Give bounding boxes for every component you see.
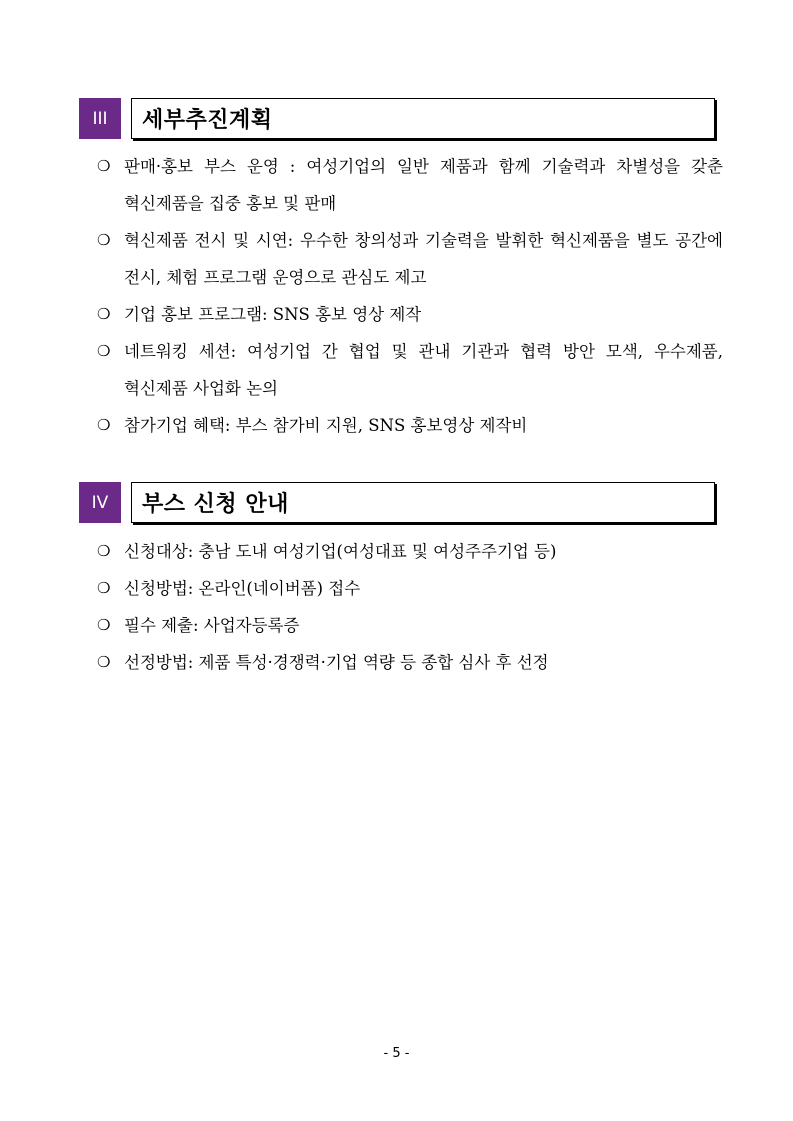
list-item [97,533,723,570]
list-item [97,570,723,607]
list-item-text: 필수 제출: 사업자등록증 [124,616,300,635]
list-item [97,333,723,407]
list-item [97,644,723,681]
bullet-icon: ❍ [97,579,111,597]
bullet-icon: ❍ [97,342,111,360]
bullet-icon: ❍ [97,305,111,323]
list-item [97,148,723,222]
list-item [97,222,723,296]
bullet-icon: ❍ [97,542,111,560]
list-item [97,407,723,444]
section-number-4: IV [79,482,121,523]
list-item-text: 선정방법: 제품 특성·경쟁력·기업 역량 등 종합 심사 후 선정 [124,653,549,672]
list-item-text: 신청방법: 온라인(네이버폼) 접수 [124,579,361,598]
section-title-box-4 [131,482,715,523]
section-header-4 [79,482,715,523]
list-item-text: 기업 홍보 프로그램: SNS 홍보 영상 제작 [124,305,422,324]
section-4-list [97,533,723,681]
section-title-box-3 [131,98,715,139]
bullet-icon: ❍ [97,157,111,175]
bullet-icon: ❍ [97,231,111,249]
section-3-list [97,148,723,444]
section-number-3: III [79,98,121,139]
list-item [97,296,723,333]
list-item-text: 네트워킹 세션: 여성기업 간 협업 및 관내 기관과 협력 방안 모색, 우수제품, 혁신제품 사업화 논의 [124,342,723,398]
bullet-icon: ❍ [97,416,111,434]
list-item-text: 판매·홍보 부스 운영 : 여성기업의 일반 제품과 함께 기술력과 차별성을 갖춘 혁신제품을 집중 홍보 및 판매 [124,157,723,213]
page-number: - 5 - [383,1046,410,1061]
list-item-text: 혁신제품 전시 및 시연: 우수한 창의성과 기술력을 발휘한 혁신제품을 별도 공간에 전시, 체험 프로그램 운영으로 관심도 제고 [124,231,723,287]
section-header-3 [79,98,715,139]
bullet-icon: ❍ [97,616,111,634]
list-item-text: 참가기업 혜택: 부스 참가비 지원, SNS 홍보영상 제작비 [124,416,528,435]
section-title-3: 세부추진계획 [142,108,273,133]
list-item-text: 신청대상: 충남 도내 여성기업(여성대표 및 여성주주기업 등) [124,542,557,561]
bullet-icon: ❍ [97,653,111,671]
section-title-4: 부스 신청 안내 [142,492,289,517]
list-item [97,607,723,644]
